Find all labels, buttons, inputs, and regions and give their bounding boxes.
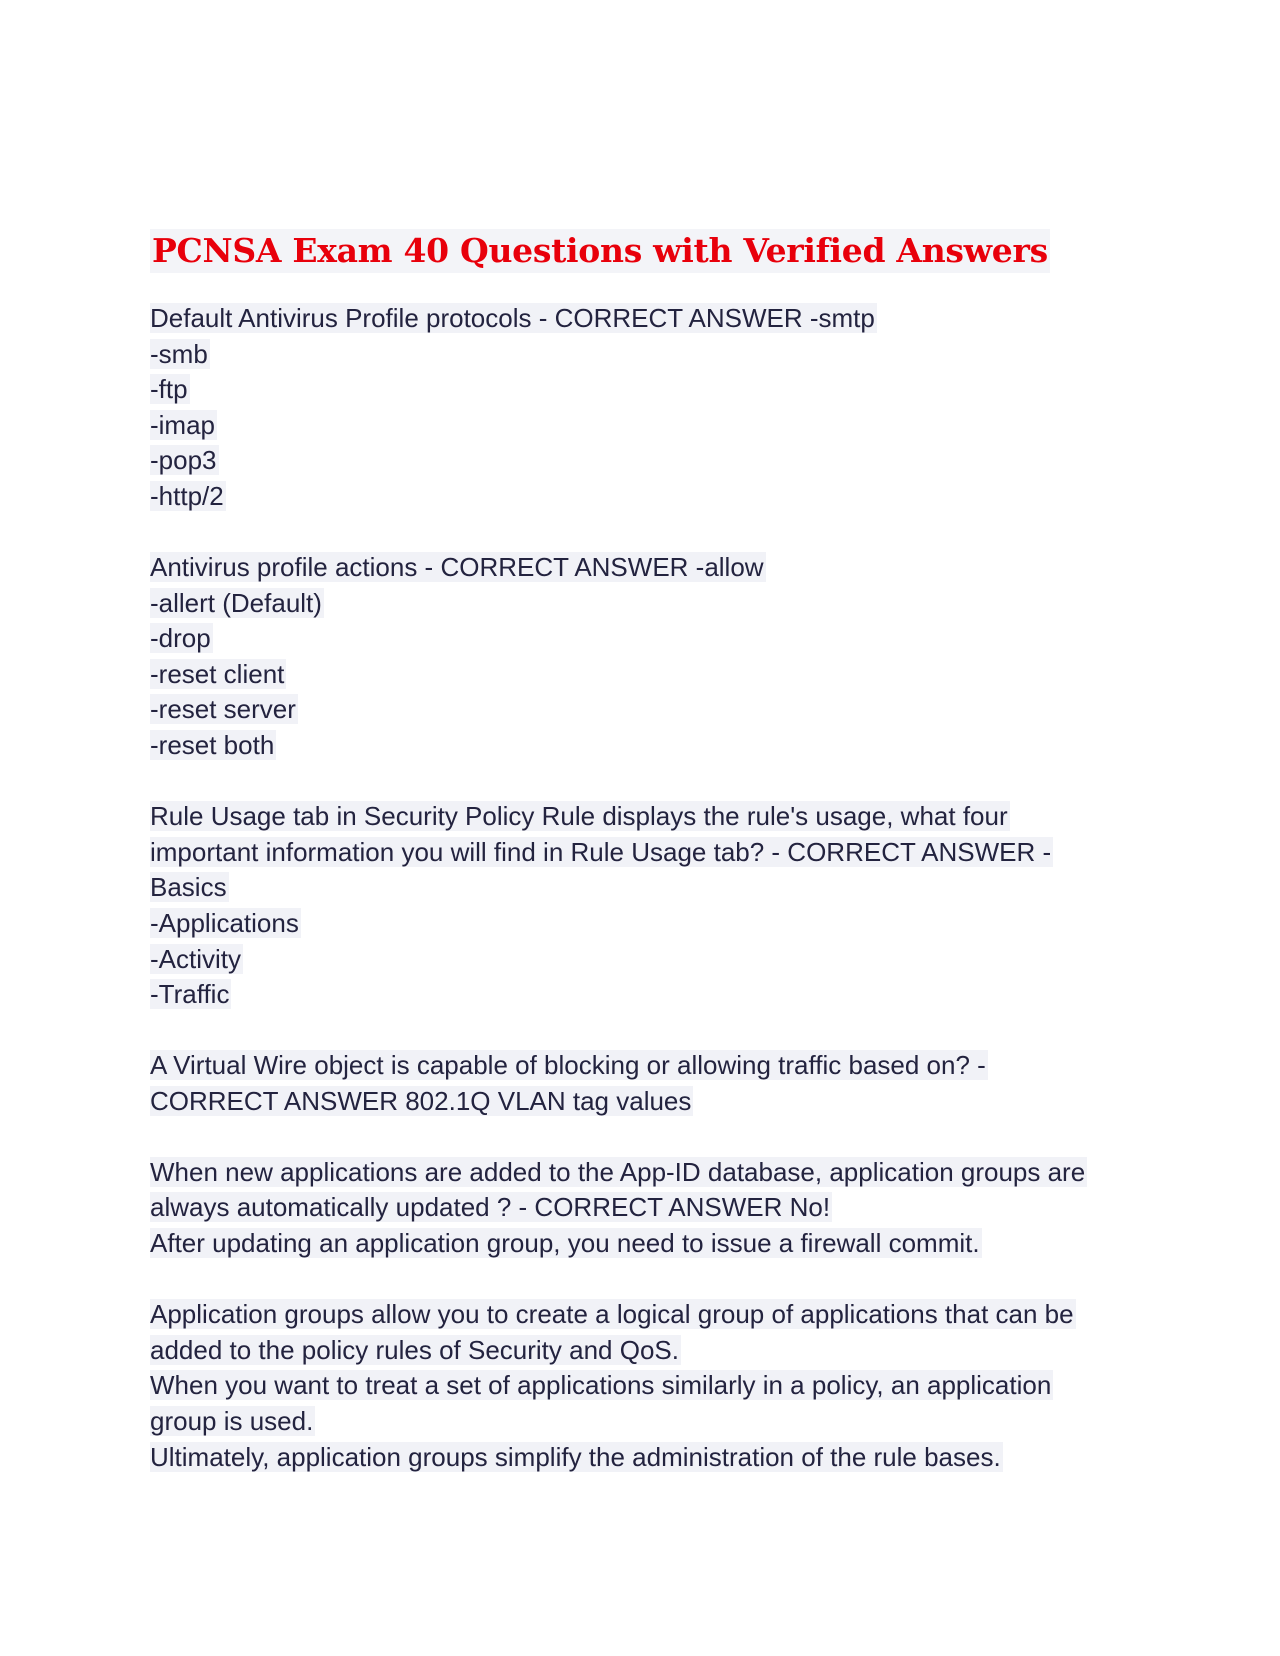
- qa-block: [150, 799, 1130, 1013]
- highlighted-text: Antivirus profile actions - CORRECT ANSWER -allow: [150, 552, 764, 583]
- highlighted-text: -reset server: [150, 694, 296, 725]
- text-line: [150, 799, 1130, 835]
- text-line: [150, 1333, 1130, 1369]
- text-line: [150, 906, 1130, 942]
- qa-list: [150, 301, 1130, 1475]
- highlighted-text: CORRECT ANSWER 802.1Q VLAN tag values: [150, 1085, 692, 1116]
- highlighted-text: -reset both: [150, 730, 275, 761]
- highlighted-text: important information you will find in Rule Usage tab? - CORRECT ANSWER -: [150, 836, 1052, 867]
- highlighted-text: -Traffic: [150, 979, 230, 1010]
- highlighted-text: When you want to treat a set of applications similarly in a policy, an application: [150, 1370, 1052, 1401]
- highlighted-text: -reset client: [150, 658, 285, 689]
- highlighted-text: -ftp: [150, 374, 188, 405]
- text-line: [150, 728, 1130, 764]
- qa-block: [150, 301, 1130, 515]
- highlighted-text: -allert (Default): [150, 587, 322, 618]
- text-line: [150, 408, 1130, 444]
- highlighted-text: -http/2: [150, 480, 224, 511]
- highlighted-text: -Activity: [150, 943, 241, 974]
- highlighted-text: A Virtual Wire object is capable of blocking or allowing traffic based on? -: [150, 1050, 986, 1081]
- text-line: [150, 372, 1130, 408]
- text-line: [150, 301, 1130, 337]
- qa-block: [150, 1155, 1130, 1262]
- text-line: [150, 337, 1130, 373]
- highlighted-text: -drop: [150, 623, 211, 654]
- highlighted-text: After updating an application group, you need to issue a firewall commit.: [150, 1228, 980, 1259]
- text-line: [150, 1084, 1130, 1120]
- text-line: [150, 1440, 1130, 1476]
- highlighted-text: always automatically updated ? - CORRECT ANSWER No!: [150, 1192, 831, 1223]
- text-line: [150, 977, 1130, 1013]
- document-content: [150, 229, 1130, 1511]
- qa-block: [150, 1297, 1130, 1475]
- text-line: [150, 586, 1130, 622]
- text-line: [150, 835, 1130, 871]
- highlighted-text: Rule Usage tab in Security Policy Rule displays the rule's usage, what four: [150, 801, 1008, 832]
- text-line: [150, 1404, 1130, 1440]
- highlighted-text: group is used.: [150, 1405, 314, 1436]
- text-line: [150, 1190, 1130, 1226]
- text-line: [150, 443, 1130, 479]
- text-line: [150, 1155, 1130, 1191]
- highlighted-text: -pop3: [150, 445, 217, 476]
- document-title: PCNSA Exam 40 Questions with Verified Answers: [150, 229, 1050, 273]
- highlighted-text: -Applications: [150, 907, 299, 938]
- text-line: [150, 657, 1130, 693]
- highlighted-text: -imap: [150, 409, 216, 440]
- text-line: [150, 550, 1130, 586]
- highlighted-text: Application groups allow you to create a logical group of applications that can be: [150, 1299, 1074, 1330]
- qa-block: [150, 1048, 1130, 1119]
- highlighted-text: Basics: [150, 872, 227, 903]
- text-line: [150, 1297, 1130, 1333]
- text-line: [150, 1368, 1130, 1404]
- highlighted-text: Default Antivirus Profile protocols - CORRECT ANSWER -smtp: [150, 303, 875, 333]
- text-line: [150, 1226, 1130, 1262]
- text-line: [150, 870, 1130, 906]
- text-line: [150, 942, 1130, 978]
- text-line: [150, 1048, 1130, 1084]
- text-line: [150, 621, 1130, 657]
- highlighted-text: Ultimately, application groups simplify the administration of the rule bases.: [150, 1441, 1001, 1472]
- text-line: [150, 692, 1130, 728]
- highlighted-text: added to the policy rules of Security and QoS.: [150, 1334, 679, 1365]
- text-line: [150, 479, 1130, 515]
- highlighted-text: When new applications are added to the App-ID database, application groups are: [150, 1156, 1086, 1187]
- highlighted-text: -smb: [150, 338, 208, 369]
- qa-block: [150, 550, 1130, 764]
